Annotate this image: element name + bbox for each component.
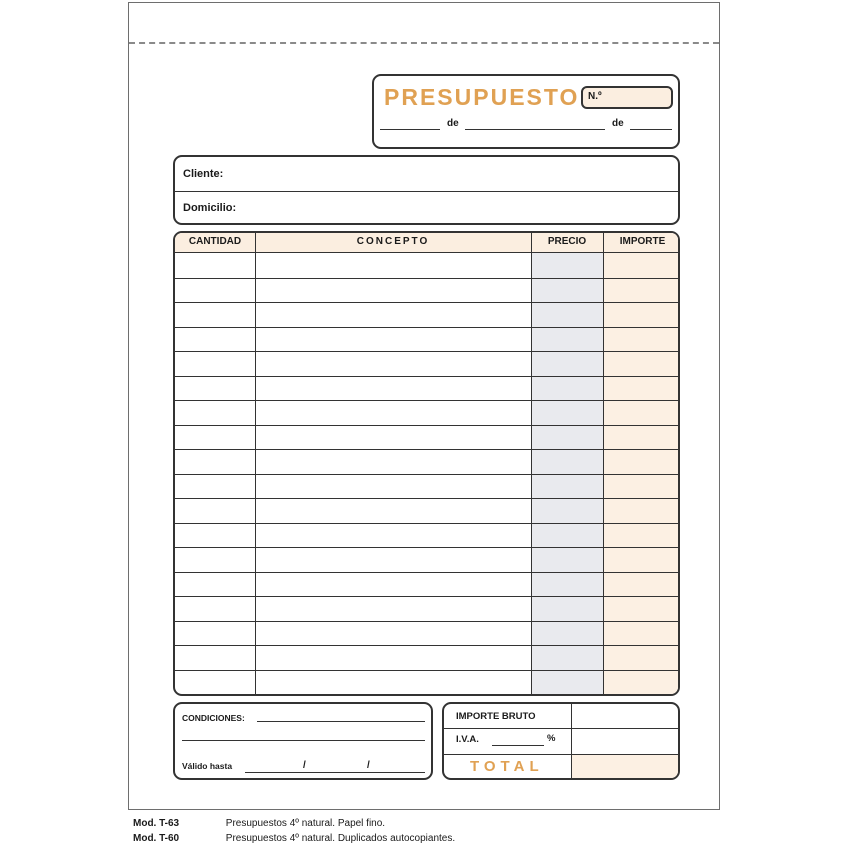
table-row-line (175, 670, 678, 671)
valid-until-label: Válido hasta (182, 761, 233, 771)
header-importe: IMPORTE (619, 236, 666, 247)
conditions-label: CONDICIONES: (182, 713, 245, 723)
totals-box (442, 702, 680, 780)
total-label: TOTAL (470, 758, 544, 775)
date-de-2: de (612, 118, 624, 129)
vat-rate-line[interactable] (492, 745, 544, 746)
number-label: N.º (588, 91, 602, 102)
header-precio: PRECIO (547, 236, 587, 247)
table-row-line (175, 474, 678, 475)
header-col-dividers (175, 233, 678, 252)
date-de-1: de (447, 118, 459, 129)
vat-percent-sign: % (547, 733, 556, 744)
date-year-line[interactable] (630, 129, 672, 130)
client-box (173, 155, 680, 225)
table-row-line (175, 596, 678, 597)
table-row-line (175, 498, 678, 499)
gross-amount-label: IMPORTE BRUTO (456, 711, 536, 722)
number-field[interactable] (581, 86, 673, 109)
vat-label: I.V.A. (456, 734, 479, 745)
totals-row-line-1 (444, 728, 678, 729)
valid-slash-2: / (367, 760, 370, 771)
conditions-line-1[interactable] (257, 721, 425, 722)
header-concepto: CONCEPTO (356, 236, 430, 247)
date-day-line[interactable] (380, 129, 440, 130)
items-table (173, 231, 680, 696)
footer-line-2 (133, 833, 455, 844)
table-row-line (175, 572, 678, 573)
address-label: Domicilio: (183, 202, 237, 214)
client-label: Cliente: (183, 168, 224, 180)
table-row-line (175, 351, 678, 352)
table-row-line (175, 278, 678, 279)
footer-model-description: Presupuestos 4º natural. Duplicados autocopiantes. (225, 833, 456, 844)
valid-slash-1: / (303, 760, 306, 771)
conditions-line-2[interactable] (182, 740, 425, 741)
footer-model-code: Mod. T-63 (133, 818, 180, 829)
footer-model-description: Presupuestos 4º natural. Papel fino. (225, 818, 386, 829)
form-title: PRESUPUESTO (384, 84, 580, 110)
footer-line-1 (133, 818, 385, 829)
table-row-line (175, 449, 678, 450)
table-row-line (175, 547, 678, 548)
table-row-line (175, 400, 678, 401)
totals-divider (571, 704, 572, 778)
table-row-line (175, 523, 678, 524)
client-separator (175, 191, 678, 192)
totals-row-line-2 (444, 754, 678, 755)
perforation-line (129, 42, 719, 44)
date-month-line[interactable] (465, 129, 605, 130)
footer-model-code: Mod. T-60 (133, 833, 180, 844)
table-row-line (175, 645, 678, 646)
header-box (372, 74, 680, 149)
valid-until-line[interactable] (245, 772, 425, 773)
table-row-line (175, 376, 678, 377)
table-row-line (175, 621, 678, 622)
total-amount-cell[interactable] (572, 755, 678, 778)
budget-form-sheet (128, 2, 720, 810)
conditions-box (173, 702, 433, 780)
header-cantidad: CANTIDAD (188, 236, 242, 247)
table-row-line (175, 327, 678, 328)
table-row-line (175, 302, 678, 303)
table-row-line (175, 425, 678, 426)
